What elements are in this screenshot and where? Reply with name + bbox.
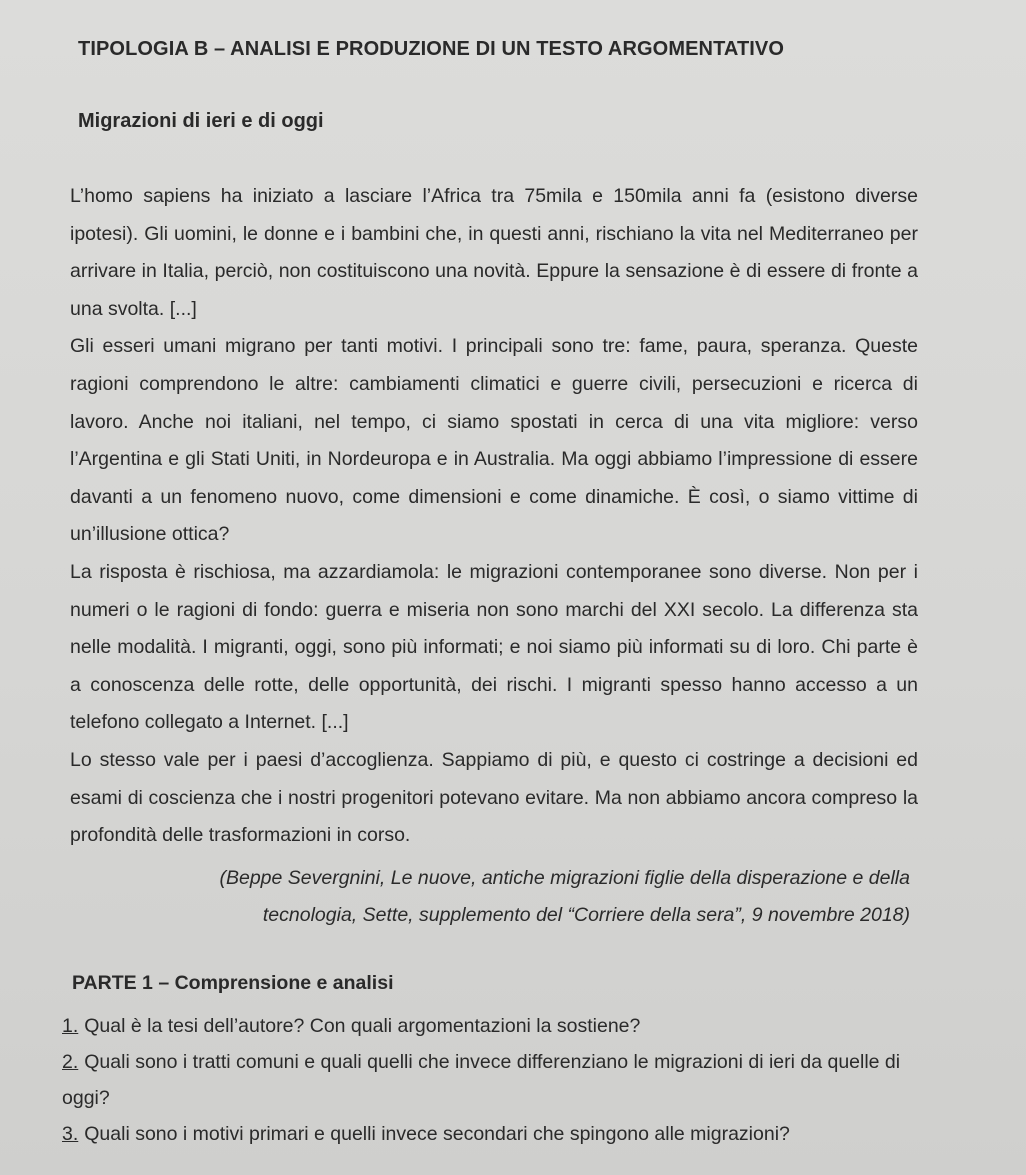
paragraph-3: La risposta è rischiosa, ma azzardiamola: le migrazioni contemporanee sono diverse. Non per i numeri o le ragioni di fondo: guerra e miseria non sono marchi del XXI secolo. La differenza sta nelle modalità. I migranti, oggi, sono più informati; e noi siamo più informati su di loro. Chi parte è a conoscenza delle rotte, delle opportunità, dei rischi. I migranti spesso hanno accesso a un telefono collegato a Internet. [...] <box>70 560 918 734</box>
source-citation <box>158 860 910 934</box>
question-item <box>62 1044 922 1116</box>
question-text: Qual è la tesi dell’autore? Con quali argomentazioni la sostiene? <box>84 1015 641 1037</box>
question-number: 1. <box>62 1015 79 1037</box>
citation-line-1: (Beppe Severgnini, Le nuove, antiche migrazioni figlie della disperazione e della <box>219 867 910 889</box>
paragraph-4: Lo stesso vale per i paesi d’accoglienza. Sappiamo di più, e questo ci costringe a decisioni ed esami di coscienza che i nostri progenitori potevano evitare. Ma non abbiamo ancora compreso la profondità delle trasformazioni in corso. <box>70 748 918 847</box>
question-number: 2. <box>62 1051 79 1073</box>
document-title: Migrazioni di ieri e di oggi <box>78 110 324 132</box>
question-text: Quali sono i tratti comuni e quali quelli che invece differenziano le migrazioni di ieri da quelle di oggi? <box>62 1051 901 1109</box>
question-item <box>62 1008 922 1044</box>
article-body <box>70 178 918 855</box>
question-item <box>62 1116 922 1152</box>
question-number: 3. <box>62 1123 79 1145</box>
exam-type-title: TIPOLOGIA B – ANALISI E PRODUZIONE DI UN TESTO ARGOMENTATIVO <box>78 38 785 60</box>
question-list <box>62 1008 922 1152</box>
citation-line-2: tecnologia, Sette, supplemento del “Corriere della sera”, 9 novembre 2018) <box>262 904 910 926</box>
part-heading: PARTE 1 – Comprensione e analisi <box>72 972 394 994</box>
paragraph-1: L’homo sapiens ha iniziato a lasciare l’Africa tra 75mila e 150mila anni fa (esistono diverse ipotesi). Gli uomini, le donne e i bambini che, in questi anni, rischiano la vita nel Mediterraneo per arrivare in Italia, perciò, non costituiscono una novità. Eppure la sensazione è di essere di fronte a una svolta. [...] <box>70 185 918 320</box>
paragraph-2: Gli esseri umani migrano per tanti motivi. I principali sono tre: fame, paura, speranza. Queste ragioni comprendono le altre: cambiamenti climatici e guerre civili, persecuzioni e ricerca di lavoro. Anche noi italiani, nel tempo, ci siamo spostati in cerca di una vita migliore: verso l’Argentina e gli Stati Uniti, in Nordeuropa e in Australia. Ma oggi abbiamo l’impressione di essere davanti a un fenomeno nuovo, come dimensioni e come dinamiche. È così, o siamo vittime di un’illusione ottica? <box>70 335 918 546</box>
question-text: Quali sono i motivi primari e quelli invece secondari che spingono alle migrazioni? <box>84 1123 790 1145</box>
